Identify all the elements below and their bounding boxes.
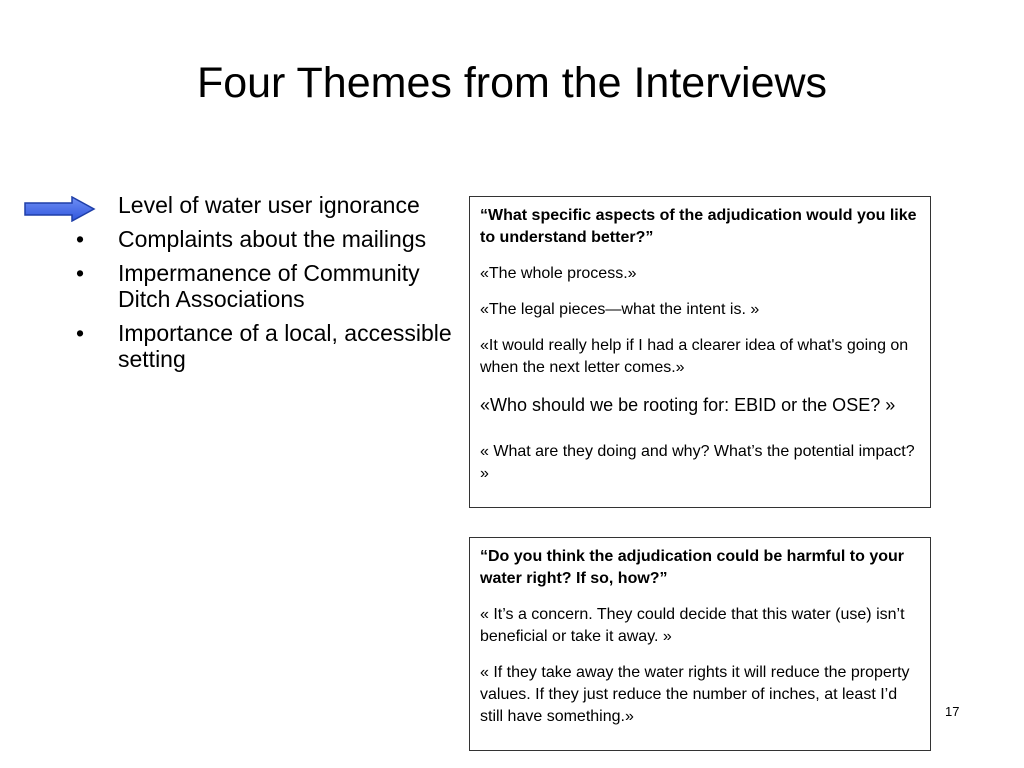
theme-label: Impermanence of Community Ditch Associations bbox=[118, 260, 420, 312]
interview-answer: «The legal pieces—what the intent is. » bbox=[480, 301, 760, 318]
quote-box-harm bbox=[469, 537, 931, 751]
theme-label: Importance of a local, accessible setting bbox=[118, 320, 452, 372]
bullet-icon: • bbox=[76, 226, 85, 252]
interview-answer: « It’s a concern. They could decide that this water (use) isn’t beneficial or take it away. » bbox=[480, 606, 905, 645]
theme-item bbox=[74, 320, 474, 372]
bullet-icon: • bbox=[76, 320, 85, 346]
interview-answer: «Who should we be rooting for: EBID or the OSE? » bbox=[480, 395, 896, 415]
theme-item bbox=[74, 260, 474, 312]
theme-item bbox=[74, 192, 474, 218]
interview-question: “What specific aspects of the adjudication would you like to understand better?” bbox=[480, 207, 917, 246]
quote-box-understanding bbox=[469, 196, 931, 508]
interview-answer: «It would really help if I had a clearer idea of what's going on when the next letter comes.» bbox=[480, 337, 909, 376]
interview-answer: « What are they doing and why? What’s the potential impact? » bbox=[480, 443, 915, 482]
interview-answer: « If they take away the water rights it will reduce the property values. If they just reduce the number of inches, at least I’d still have something.» bbox=[480, 664, 910, 725]
theme-list bbox=[74, 192, 474, 380]
interview-question: “Do you think the adjudication could be harmful to your water right? If so, how?” bbox=[480, 548, 905, 587]
interview-answer: «The whole process.» bbox=[480, 265, 637, 282]
theme-label: Complaints about the mailings bbox=[118, 226, 427, 252]
page-number: 17 bbox=[945, 704, 960, 719]
theme-item bbox=[74, 226, 474, 252]
theme-label: Level of water user ignorance bbox=[118, 192, 420, 218]
bullet-icon: • bbox=[76, 260, 85, 286]
slide-title: Four Themes from the Interviews bbox=[196, 59, 828, 107]
